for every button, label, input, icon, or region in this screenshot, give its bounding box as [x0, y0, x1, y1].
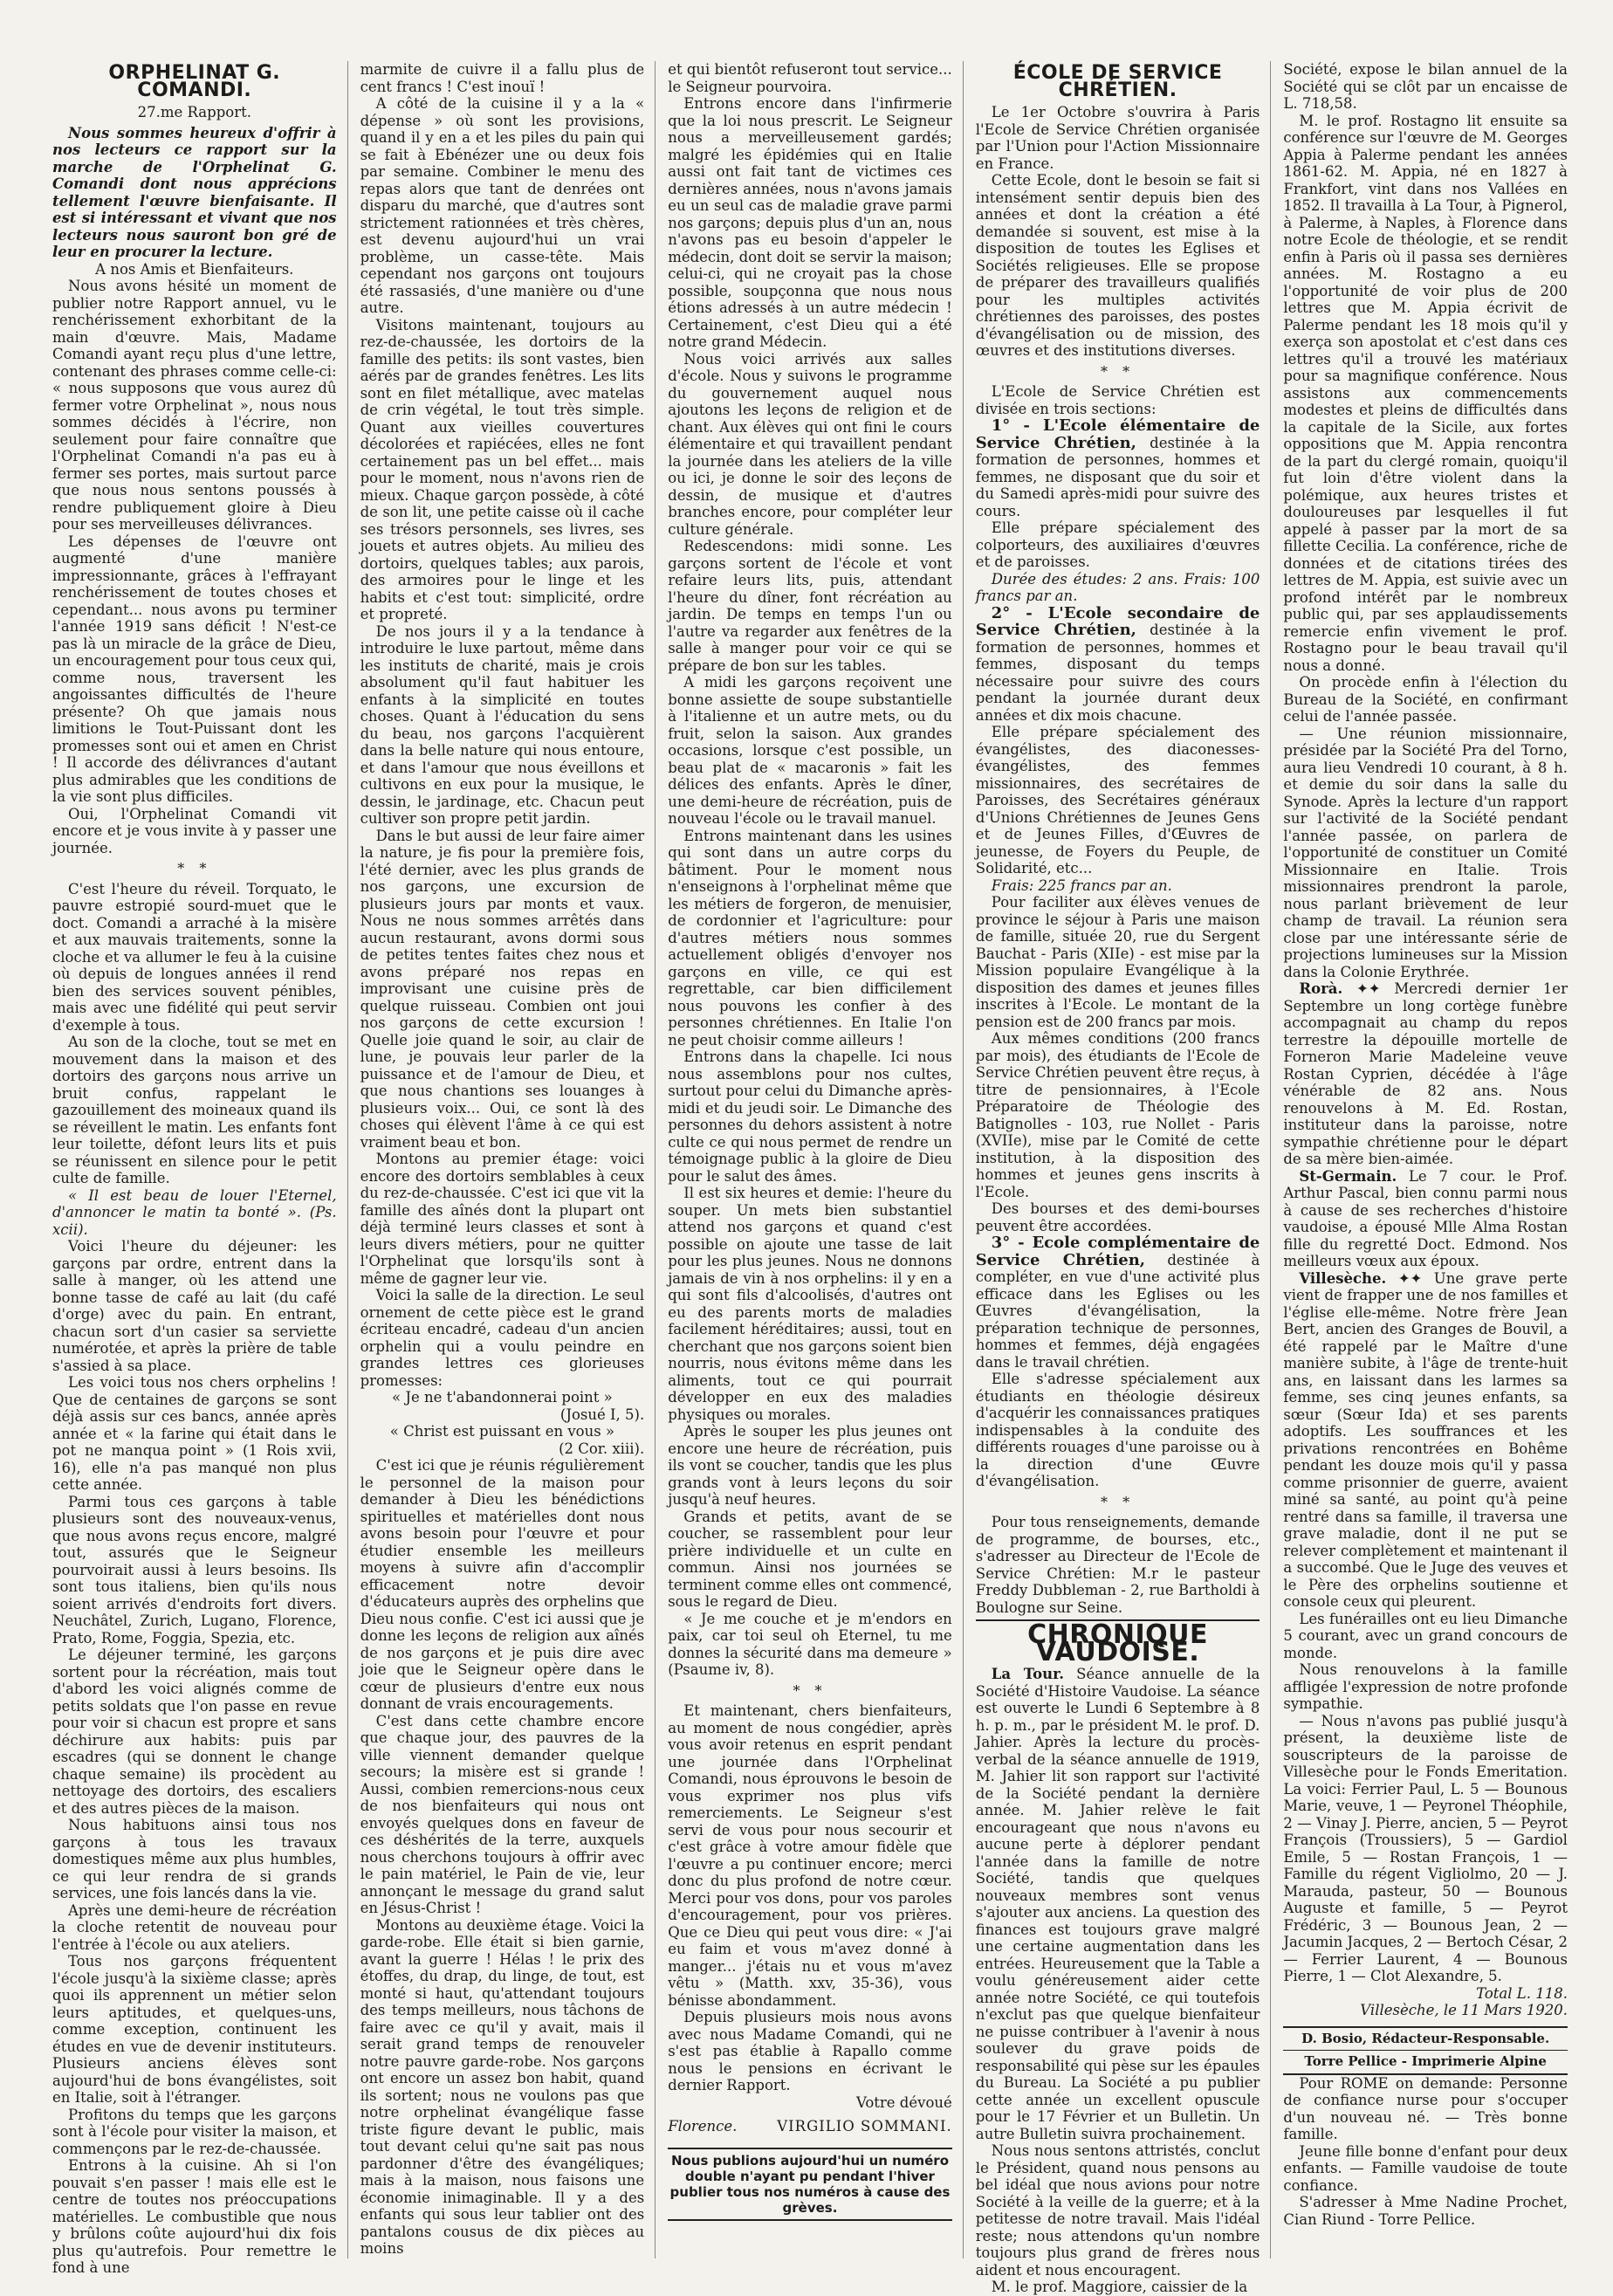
signature-name: VIRGILIO SOMMANI. [777, 2118, 952, 2134]
paragraph: Après le souper les plus jeunes ont encore une heure de récréation, puis ils vont se coucher, tandis que les plus grands vont à leurs leçons du soir jusqu'à neuf heures. [668, 1423, 952, 1508]
section-text: destinée à la formation de personnes, hommes et femmes, ne disposant que du soir et du Samedi après-midi pour suivre des cours. [975, 434, 1260, 519]
dateline: Villesèche, le 11 Mars 1920. [1360, 2002, 1568, 2018]
paragraph: L'Ecole de Service Chrétien est divisée en trois sections: [975, 383, 1260, 417]
section-title: 2° - L'Ecole secondaire de Service Chrétien, [975, 603, 1260, 639]
place-name: Rorà. [1299, 980, 1343, 997]
column-5 [1283, 61, 1578, 2258]
classified-ad: S'adresser à Mme Nadine Prochet, Cian Riund - Torre Pellice. [1283, 2194, 1568, 2228]
columns [52, 61, 1578, 2295]
section-text: Le 7 cour. le Prof. Arthur Pascal, bien connu parmi nous à cause de ses recherches d'histoire vaudoise, a épousé Mlle Alma Rostan fille du regretté Doct. Edmond. Nos meilleurs vœux aux époux. [1283, 1167, 1568, 1269]
paragraph: Nous renouvelons à la famille affligée l'expression de notre profonde sympathie. [1283, 1661, 1568, 1712]
paragraph: Entrons encore dans l'infirmerie que la loi nous prescrit. Le Seigneur nous a merveilleusement gardés; malgré les épidémies qui en Italie aussi ont fait tant de victimes ces dernières années, nous n'avons jamais eu un seul cas de maladie grave parmi nos garçons; depuis plus d'un an, nous n'avons pas eu besoin d'appeler le médecin, dont doit se servir la maison; celui-ci, qui ne croyait pas la chose possible, soupçonna que nous nous étions adressés à un autre médecin ! Certainement, c'est Dieu qui a été notre grand Médecin. [668, 95, 952, 350]
greeting: A nos Amis et Bienfaiteurs. [95, 260, 294, 278]
paragraph: Parmi tous ces garçons à table plusieurs sont des nouveaux-venus, que nous avons reçus encore, malgré tout, assurés que le Seigneur pourvoirait aussi à leurs besoins. Ils sont tous italiens, bien qu'ils nous soient arrivés d'endroits fort divers. Neuchâtel, Zurich, Lugano, Florence, Prato, Rome, Foggia, Spezia, etc. [52, 1493, 337, 1646]
paragraph: et qui bientôt refuseront tout service... le Seigneur pourvoira. [668, 61, 952, 95]
paragraph: Le 1er Octobre s'ouvrira à Paris l'Ecole de Service Chrétien organisée par l'Union pour l'Action Missionnaire en France. [975, 104, 1260, 172]
paragraph: M. le prof. Rostagno lit ensuite sa conférence sur l'œuvre de M. Georges Appia à Palerme pendant les années 1861-62. M. Appia, né en 1827 à Frankfort, vint dans nos Vallées en 1852. Il travailla à La Tour, à Pignerol, à Palerme, à Naples, à Florence dans notre Ecole de théologie, et se rendit enfin à Paris où il passa ses dernières années. M. Rostagno a eu l'opportunité de voir plus de 200 lettres que M. Appia écrivit de Palerme pendant les 18 mois qu'il y exerça son apostolat et c'est dans ces lettres qu'il a trouvé les matériaux pour sa magnifique conférence. Nous assistons aux commencements modestes et pleins de difficultés dans la capitale de la Sicile, aux fortes oppositions que M. Appia rencontra de la part du clergé romain, quoiqu'il fut loin d'être violent dans la polémique, aux heures tristes et douloureuses par lesquelles il fut appelé à passer par la mort de sa fillette Cecilia. La conférence, riche de données et de citations tirées des lettres de M. Appia, est suivie avec un profond intérêt par le nombreux public qui, par ses applaudissements remercie enfin vivement le prof. Rostagno pour le beau travail qu'il nous a donné. [1283, 112, 1568, 674]
paragraph: Grands et petits, avant de se coucher, se rassemblent pour leur prière individuelle et un culte en commun. Ainsi nos journées se terminent comme elles ont commencé, sous le regard de Dieu. [668, 1508, 952, 1610]
place-name: Villesèche. [1299, 1269, 1387, 1287]
paragraph: Les voici tous nos chers orphelins ! Que de centaines de garçons se sont déjà assis sur ces bancs, année après année et « la farine qui était dans le pot ne manqua point » (1 Rois xvii, 16), elle n'a pas manqué non plus cette année. [52, 1374, 337, 1493]
paragraph: Profitons du temps que les garçons sont à l'école pour visiter la maison, et commençons par le rez-de-chaussée. [52, 2106, 337, 2157]
paragraph: Dans le but aussi de leur faire aimer la nature, je fis pour la première fois, l'été dernier, avec les plus grands de nos garçons, une excursion de plusieurs jours par monts et vaux. Nous ne nous sommes arrêtés dans aucun restaurant, avons dormi sous de petites tentes faites chez nous et avons préparé nos repas en improvisant une cuisine près de quelque ruisseau. Combien ont joui nos garçons de cette excursion ! Quelle joie quand le soir, au clair de lune, je pouvais leur parler de la puissance et de l'amour de Dieu, et que nous chantions ses louanges à plusieurs voix... Oui, ce sont là des choses qui élèvent l'âme à ce qui est vraiment beau et bon. [360, 827, 645, 1151]
place-name: St-Germain. [1299, 1167, 1397, 1185]
separator-stars: * * [1101, 362, 1136, 380]
place-name: La Tour. [991, 1666, 1065, 1682]
paragraph: Tous nos garçons fréquentent l'école jusqu'à la sixième classe; après quoi ils apprennent un métier selon leurs aptitudes, et quelques-uns, comme exception, continuent les études en vue de devenir instituteurs. Plusieurs anciens élèves sont aujourd'hui de bons évangélistes, soit en Italie, soit à l'étranger. [52, 1953, 337, 2106]
paragraph: Depuis plusieurs mois nous avons avec nous Madame Comandi, qui ne s'est pas établie à Rapallo comme nous le pensions en écrivant le dernier Rapport. [668, 2009, 952, 2093]
paragraph: C'est l'heure du réveil. Torquato, le pauvre estropié sourd-muet que le doct. Comandi a arraché à la misère et aux mauvais traitements, sonne la cloche et va allumer le feu à la cuisine où depuis de longues années il rend bien des services souvent pénibles, mais avec une fidélité qui peut servir d'exemple à tous. [52, 880, 337, 1034]
article-title-orphelinat: ORPHELINAT G. COMANDI. [108, 62, 281, 101]
paragraph: Entrons maintenant dans les usines qui sont dans un autre corps du bâtiment. Pour le moment nous n'enseignons à l'orphelinat même que les métiers de forgeron, de menuisier, de cordonnier et l'agriculture: pour d'autres métiers nous sommes actuellement obligés d'envoyer nos garçons en ville, ce qui est regrettable, car bien difficilement nous pouvons les confier à des personnes chrétiennes. En Italie l'on ne peut choisir comme ailleurs ! [668, 827, 952, 1048]
paragraph: Aux mêmes conditions (200 francs par mois), des étudiants de l'Ecole de Service Chrétien peuvent être reçus, à titre de pensionnaires, à l'Ecole Préparatoire de Théologie des Batignolles - 103, rue Nollet - Paris (XVIIe), mise par le Comité de cette institution, à la disposition des hommes et jeunes gens inscrits à l'Ecole. [975, 1030, 1260, 1200]
paragraph: Montons au deuxième étage. Voici la garde-robe. Elle était si bien garnie, avant la guerre ! Hélas ! le prix des étoffes, du drap, du linge, de tout, est monté si haut, qu'attendant toujours des temps meilleurs, nous tâchons de faire avec ce qu'il y avait, mais il serait grand temps de renouveler notre pauvre garde-robe. Nos garçons ont encore un assez bon habit, quand ils sortent; nous ne voulons pas que notre orphelinat évangélique fasse triste figure devant le public, mais tout devant celui qu'ne sait pas nous pardonner d'être des évangéliques; mais à la maison, nous faisons une économie inimaginable. Il y a des enfants qui sous leur tablier ont des pantalons cousus de dix pièces au moins [360, 1916, 645, 2257]
column-1 [52, 61, 348, 2276]
section-text: Une grave perte vient de frapper une de nos familles et l'église elle-même. Notre frère Jean Bert, ancien des Granges de Bouvil, a été rappelé par le Maître d'une manière subite, à l'âge de trente-huit ans, en laissant dans les larmes sa femme, ses cinq jeunes enfants, sa sœur (Sœur Ida) et ses parents adoptifs. Les souffrances et les privations rencontrées en Bohême pendant les douze mois qu'il y passa comme prisonnier de guerre, avaient miné sa santé, au point qu'à peine rentré dans sa famille, il traversa une grave maladie, dont il ne put se relever complètement et maintenant il a succombé. Que le Juge des veuves et le Père des orphelins soutienne et console ceux qui pleurent. [1283, 1269, 1568, 1610]
paragraph: Voici l'heure du déjeuner: les garçons par ordre, entrent dans la salle à manger, où les attend une bonne tasse de café au lait (du café d'orge) avec du pain. En entrant, chacun sort d'un casier sa serviette numérotée, et après la prière de table s'assied à sa place. [52, 1238, 337, 1374]
paragraph: C'est dans cette chambre encore que chaque jour, des pauvres de la ville viennent demander quelque secours; la misère est si grande ! Aussi, combien remercions-nous ceux de nos bienfaiteurs qui nous ont envoyés quelques dons en faveur de ces déshérités de la terre, auxquels nous cherchons toujours à offrir avec le pain matériel, le Pain de vie, leur annonçant le message du grand salut en Jésus-Christ ! [360, 1712, 645, 1916]
paragraph: On procède enfin à l'élection du Bureau de la Société, en confirmant celui de l'année passée. [1283, 674, 1568, 725]
article-title-ecole: ÉCOLE DE SERVICE CHRÉTIEN. [1012, 62, 1223, 101]
paragraph: Frais: 225 francs par an. [991, 876, 1172, 894]
paragraph: Nous habituons ainsi tous nos garçons à tous les travaux domestiques même aux plus humbles, ce qui leur rendra de si grands services, une fois lancés dans la vie. [52, 1817, 337, 1901]
paragraph: C'est ici que je réunis régulièrement le personnel de la maison pour demander à Dieu les bénédictions spirituelles et matérielles dont nous avons besoin pour l'œuvre et pour étudier ensemble les meilleurs moyens à suivre afin d'accomplir efficacement notre devoir d'éducateurs auprès des orphelins que Dieu nous confie. C'est ici aussi que je donne les leçons de religion aux aînés de nos garçons et je puis dire avec joie que le Seigneur opère dans le cœur de plusieurs d'entre eux nous donnant de vrais encouragements. [360, 1457, 645, 1712]
quote: « Je me couche et je m'endors en paix, car toi seul oh Eternel, tu me donnes la sécurité dans ma demeure » (Psaume iv, 8). [668, 1610, 952, 1678]
paragraph: Après une demi-heure de récréation la cloche retentit de nouveau pour l'entrée à l'école ou aux ateliers. [52, 1901, 337, 1953]
paragraph: Cette Ecole, dont le besoin se fait si intensément sentir depuis bien des années et dont la création a été demandée si souvent, est mise à la disposition de toutes les Eglises et Sociétés religieuses. Elle se propose de préparer des travailleurs qualifiés pour les multiples activités chrétiennes des paroisses, des postes d'évangélisation ou de mission, des œuvres et des institutions diverses. [975, 172, 1260, 359]
double-issue-notice: Nous publions aujourd'hui un numéro double n'ayant pu pendant l'hiver publier tous nos numéros à cause des grèves. [668, 2148, 952, 2221]
total: Total L. 118. [1476, 1984, 1568, 2002]
paragraph: A côté de la cuisine il y a la « dépense » où sont les provisions, quand il y en a et les piles du pain qui se fait à Ebénézer une ou deux fois par semaine. Combiner le menu des repas alors que tant de denrées ont disparu du marché, que d'autres sont strictement rationnées et très chères, est devenu aujourd'hui un vrai problème, un casse-tête. Mais cependant nos garçons ont toujours été rassasiés, d'une manière ou d'une autre. [360, 95, 645, 316]
signature-place: Florence. [668, 2118, 738, 2134]
paragraph: marmite de cuivre il a fallu plus de cent francs ! C'est inouï ! [360, 61, 645, 95]
paragraph: Il est six heures et demie: l'heure du souper. Un mets bien substantiel attend nos garçons et quand c'est possible on ajoute une tasse de lait pour les plus jeunes. Nous ne donnons jamais de vin à nos orphelins: il y en a qui sont fils d'alcoolisés, d'autres ont eu des parents morts de maladies facilement héréditaires; aussi, tout en cherchant que nos garçons soient bien nourris, nous évitons même dans les aliments, tout ce qui pourrait développer en eux des maladies physiques ou morales. [668, 1185, 952, 1423]
paragraph: Pour faciliter aux élèves venues de province le séjour à Paris une maison de famille, située 20, rue du Sergent Bauchat - Paris (XIIe) - est mise par la Mission populaire Evangélique à la disposition des dames et jeunes filles inscrites à l'Ecole. Le montant de la pension est de 200 francs par mois. [975, 894, 1260, 1030]
paragraph: Des bourses et des demi-bourses peuvent être accordées. [975, 1200, 1260, 1234]
paragraph: A midi les garçons reçoivent une bonne assiette de soupe substantielle à l'italienne et un autre mets, ou du fruit, selon la saison. Aux grandes occasions, lorsque c'est possible, un beau plat de « macaronis » fait les délices des enfants. Après le dîner, une demi-heure de récréation, puis de nouveau l'école ou le travail manuel. [668, 674, 952, 827]
paragraph: Elle s'adresse spécialement aux étudiants en théologie désireux d'acquérir les connaissances pratiques indispensables à la conduite des différents rouages d'une paroisse ou à la direction d'une Œuvre d'évangélisation. [975, 1371, 1260, 1489]
verse-reference: (2 Cor. xiii). [559, 1440, 645, 1457]
signature [668, 2118, 952, 2135]
paragraph: — Une réunion missionnaire, présidée par la Société Pra del Torno, aura lieu Vendredi 10 courant, à 8 h. et demie du soir dans la salle du Synode. Après la lecture d'un rapport sur l'activité de la Société pendant l'année passée, on parlera de l'opportunité de constituer un Comité Missionnaire en Italie. Trois missionnaires prendront la parole, nous parlant brièvement de leur champ de travail. La réunion sera close par une intéressante série de projections lumineuses sur la Mission dans la Colonie Erythrée. [1283, 725, 1568, 980]
article-title-chronique: CHRONIQUE VAUDOISE. [976, 1619, 1260, 1660]
closing: Votre dévoué [855, 2093, 952, 2111]
paragraph: — Nous n'avons pas publié jusqu'à présent, la deuxième liste de souscripteurs de la paroisse de Villesèche pour le Fonds Emeritation. La voici: Ferrier Paul, L. 5 — Bounous Marie, veuve, 1 — Peyronel Théophile, 2 — Vinay J. Pierre, ancien, 5 — Peyrot François (Troussiers), 5 — Gardiol Emile, 5 — Rostan François, 1 — Famille du régent Vigliolmo, 20 — J. Marauda, pasteur, 50 — Bounous Auguste et famille, 5 — Peyrot Frédéric, 3 — Bounous Jean, 2 — Jacumin Jacques, 2 — Bertoch César, 2 — Ferrier Laurent, 4 — Bounous Pierre, 1 — Clot Alexandre, 5. [1283, 1712, 1568, 1984]
column-4 [975, 61, 1272, 2295]
printer-line: Torre Pellice - Imprimerie Alpine [1283, 2051, 1568, 2075]
section-text: destinée à compléter, en vue d'une activité plus efficace dans les Eglises ou les Œuvres d'évangélisation, la préparation technique de personnes, hommes et femmes, déjà engagées dans le travail chrétien. [975, 1251, 1260, 1371]
separator-stars: * * [177, 860, 212, 876]
paragraph: Visitons maintenant, toujours au rez-de-chaussée, les dortoirs de la famille des petits: ils sont vastes, bien aérés par de grandes fenêtres. Les lits sont en filet métallique, avec matelas de crin végétal, le tout très simple. Quant aux vieilles couvertures décolorées et rapiécées, elles ne font certainement pas un bel effet... mais pour le moment, nous n'avons rien de mieux. Chaque garçon possède, à côté de son lit, une petite caisse où il cache ses trésors personnels, ses livres, ses jouets et autres objets. Au milieu des dortoirs, quelques tables; aux parois, des armoires pour le linge et les habits et c'est tout: simplicité, ordre et propreté. [360, 316, 645, 622]
quote: « Il est beau de louer l'Eternel, d'annoncer le matin ta bonté ». (Ps. xcii). [52, 1186, 337, 1238]
paragraph: Au son de la cloche, tout se met en mouvement dans la maison et des dortoirs des garçons nous arrive un bruit confus, rappelant le gazouillement des moineaux quand ils se réveillent le matin. Les enfants font leur toilette, défont leurs lits et puis se réunissent en silence pour le petit culte de famille. [52, 1034, 337, 1186]
paragraph: M. le prof. Maggiore, caissier de la [991, 2279, 1248, 2295]
paragraph: Entrons dans la chapelle. Ici nous nous assemblons pour nos cultes, surtout pour celui du Dimanche après-midi et du jeudi soir. Le Dimanche des personnes du dehors assistent à notre culte ce qui nous permet de rendre un témoignage public à la gloire de Dieu pour le salut des âmes. [668, 1048, 952, 1185]
paragraph: Montons au premier étage: voici encore des dortoirs semblables à ceux du rez-de-chaussée. C'est ici que vit la famille des aînés dont la plupart ont déjà terminé leurs classes et sont à leurs divers métiers, pour ne quitter l'Orphelinat que lorsqu'ils sont à même de gagner leur vie. [360, 1151, 645, 1287]
paragraph: Les dépenses de l'œuvre ont augmenté d'une manière impressionnante, grâces à l'effrayant renchérissement de toutes choses et cependant... nous avons pu terminer l'année 1919 sans déficit ! N'est-ce pas là un miracle de la grâce de Dieu, un encouragement pour tous ceux qui, comme nous, traversent les angoissantes difficultés de l'heure présente? Oh que jamais nous limitions le Tout-Puissant dont les promesses sont oui et amen en Christ ! Il accorde des délivrances d'autant plus admirables que les conditions de la vie sont plus difficiles. [52, 533, 337, 805]
separator-stars: * * [1101, 1493, 1136, 1510]
paragraph: Société, expose le bilan annuel de la Société qui se clôt par un encaisse de L. 718,58. [1283, 61, 1568, 112]
intro: Nous sommes heureux d'offrir à nos lecteurs ce rapport sur la marche de l'Orphelinat G. Comandi dont nous apprécions tellement l'œuvre bienfaisante. Il est si intéressant et vivant que nos lecteurs nous sauront bon gré de leur en procurer la lecture. [52, 124, 337, 260]
separator-stars: * * [793, 1681, 827, 1699]
verse: « Je ne t'abandonnerai point » [392, 1389, 613, 1406]
editor-line: D. Bosio, Rédacteur-Responsable. [1283, 2026, 1568, 2052]
paragraph: Nous nous sentons attristés, conclut le Président, quand nous pensons au bel idéal que nous avions pour notre Société à la veille de la guerre; et à la petitesse de notre travail. Mais l'idéal reste; nous attendons qu'un nombre toujours plus grand de frères nous aident et nous encouragent. [975, 2142, 1260, 2279]
section-title: 3° - Ecole complémentaire de Service Chrétien, [975, 1234, 1260, 1269]
classified-ad: Pour ROME on demande: Personne de confiance nurse pour s'occuper d'un nouveau né. — Très bonne famille. [1283, 2074, 1568, 2142]
column-3 [668, 61, 964, 2258]
section-title: 1° - L'Ecole élémentaire de Service Chrétien, [975, 416, 1260, 452]
verse: « Christ est puissant en vous » [389, 1423, 615, 1440]
paragraph: Redescendons: midi sonne. Les garçons sortent de l'école et vont refaire leurs lits, puis, attendant l'heure du dîner, font récréation au jardin. De temps en temps l'un ou l'autre va regarder aux fenêtres de la salle à manger pour voir ce qui se prépare de bon sur les tables. [668, 538, 952, 674]
paragraph: Pour tous renseignements, demande de programme, de bourses, etc., s'adresser au Directeur de l'Ecole de Service Chrétien: M.r le pasteur Freddy Dubbleman - 2, rue Bartholdi à Boulogne sur Seine. [975, 1514, 1260, 1616]
paragraph: Durée des études: 2 ans. Frais: 100 francs par an. [975, 570, 1260, 604]
paragraph: Oui, l'Orphelinat Comandi vit encore et je vous invite à y passer une journée. [52, 805, 337, 856]
section-text: Mercredi dernier 1er Septembre un long cortège funèbre accompagnait au champ du repos terrestre la dépouille mortelle de Forneron Marie Madeleine veuve Rostan Cyprien, décédée à l'âge vénérable de 82 ans. Nous renouvelons à M. Ed. Rostan, instituteur dans la paroisse, notre sympathie chrétienne pour le départ de sa mère bien-aimée. [1283, 980, 1568, 1167]
paragraph: Le déjeuner terminé, les garçons sortent pour la récréation, mais tout d'abord les voici alignés comme de petits soldats que l'on passe en revue pour voir si chacun est propre et sans déchirure aux habits: puis par escadres (qui se donnent le change chaque semaine) ils procèdent au nettoyage des dortoirs, des escaliers et des autres pièces de la maison. [52, 1646, 337, 1817]
report-number: 27.me Rapport. [137, 104, 251, 120]
paragraph: Nous avons hésité un moment de publier notre Rapport annuel, vu le renchérissement exhorbitant de la main d'œuvre. Mais, Madame Comandi ayant reçu plus d'une lettre, contenant des phrases comme celle-ci: « nous supposons que vous aurez dû fermer votre Orphelinat », nous nous sommes décidés à l'écrire, non seulement pour faire connaître que l'Orphelinat Comandi n'a pas eu à fermer ses portes, mais surtout parce que nous nous sentons poussés à rendre publiquement gloire à Dieu pour ses merveilleuses délivrances. [52, 278, 337, 533]
paragraph: Elle prépare spécialement des colporteurs, des auxiliaires d'œuvres et de paroisses. [975, 519, 1260, 570]
diamond-icon: ✦✦ [1397, 1269, 1423, 1287]
classified-ad: Jeune fille bonne d'enfant pour deux enfants. — Famille vaudoise de toute confiance. [1283, 2142, 1568, 2194]
section-text: destinée à la formation de personnes, hommes et femmes, disposant du temps nécessaire pour suivre des cours pendant la journée durant deux années et dix mois chacune. [975, 622, 1260, 724]
paragraph: Elle prépare spécialement des évangélistes, des diaconesses-évangélistes, des femmes missionnaires, des secrétaires de Paroisses, des Secrétaires généraux d'Unions Chrétiennes de Jeunes Gens et de Jeunes Filles, d'Œuvres de jeunesse, de Foyers du Peuple, de Solidarité, etc... [975, 724, 1260, 876]
paragraph: De nos jours il y a la tendance à introduire le luxe partout, même dans les instituts de charité, mais je crois absolument qu'il faut habituer les enfants à la simplicité en toutes choses. Quant à l'éducation du sens du beau, nos garçons l'acquièrent dans la belle nature qui nous entoure, et dans l'amour que nous éveillons et cultivons en eux pour la musique, le dessin, le jardinage, etc. Chacun peut cultiver son propre petit jardin. [360, 622, 645, 827]
paragraph: Et maintenant, chers bienfaiteurs, au moment de nous congédier, après vous avoir retenus en esprit pendant une journée dans l'Orphelinat Comandi, nous éprouvons le besoin de vous exprimer nos plus vifs remerciements. Le Seigneur s'est servi de vous pour nous secourir et c'est grâce à votre amour fidèle que l'œuvre a pu continuer encore; merci donc du plus profond de notre cœur. Merci pour vos dons, pour vos paroles d'encouragement, pour vos prières. Que ce Dieu qui peut vous dire: « J'ai eu faim et vous m'avez donné à manger... j'étais nu et vous m'avez vêtu » (Matth. xxv, 35-36), vous bénisse abondamment. [668, 1702, 952, 2009]
paragraph: Entrons à la cuisine. Ah si l'on pouvait s'en passer ! mais elle est le centre de toutes nos préoccupations matérielles. Le combustible que nous y brûlons coûte aujourd'hui dix fois plus qu'autrefois. Pour remettre le fond à une [52, 2157, 337, 2276]
paragraph: Les funérailles ont eu lieu Dimanche 5 courant, avec un grand concours de monde. [1283, 1610, 1568, 1661]
diamond-icon: ✦✦ [1356, 980, 1381, 997]
verse-reference: (Josué I, 5). [559, 1406, 645, 1423]
column-2 [360, 61, 656, 2258]
section-text: Séance annuelle de la Société d'Histoire Vaudoise. La séance est ouverte le Lundi 6 Septembre à 8 h. p. m., par le président M. le prof. D. Jahier. Après la lecture du procès-verbal de la séance annuelle de 1919, M. Jahier lit son rapport sur l'activité de la Société pendant la dernière année. M. Jahier relève le fait encourageant que nous n'avons eu aucune perte à déplorer pendant l'année dans la famille de notre Société, tandis que quelques nouveaux membres sont venus s'ajouter aux anciens. La question des finances est toujours grave malgré une certaine augmentation dans les entrées. Heureusement que la Table a voulu généreusement aider cette année notre Société, ce qui toutefois n'exclut pas que quelque bienfaiteur ne puisse contribuer à l'avenir à nous soulever du grave poids de responsabilité qui pèse sur les épaules du Bureau. La Société a pu publier cette année un excellent opuscule pour le 17 Février et un Bulletin. Un autre Bulletin suivra prochainement. [975, 1666, 1260, 2142]
paragraph: Nous voici arrivés aux salles d'école. Nous y suivons le programme du gouvernement auquel nous ajoutons les leçons de religion et de chant. Aux élèves qui ont fini le cours élémentaire et qui travaillent pendant la journée dans les ateliers de la ville ou ici, je donne le soir des leçons de dessin, de musique et d'autres branches encore, pour compléter leur culture générale. [668, 350, 952, 538]
paragraph: Voici la salle de la direction. Le seul ornement de cette pièce est le grand écriteau encadré, cadeau d'un ancien orphelin qui a voulu peindre en grandes lettres ces glorieuses promesses: [360, 1287, 645, 1389]
